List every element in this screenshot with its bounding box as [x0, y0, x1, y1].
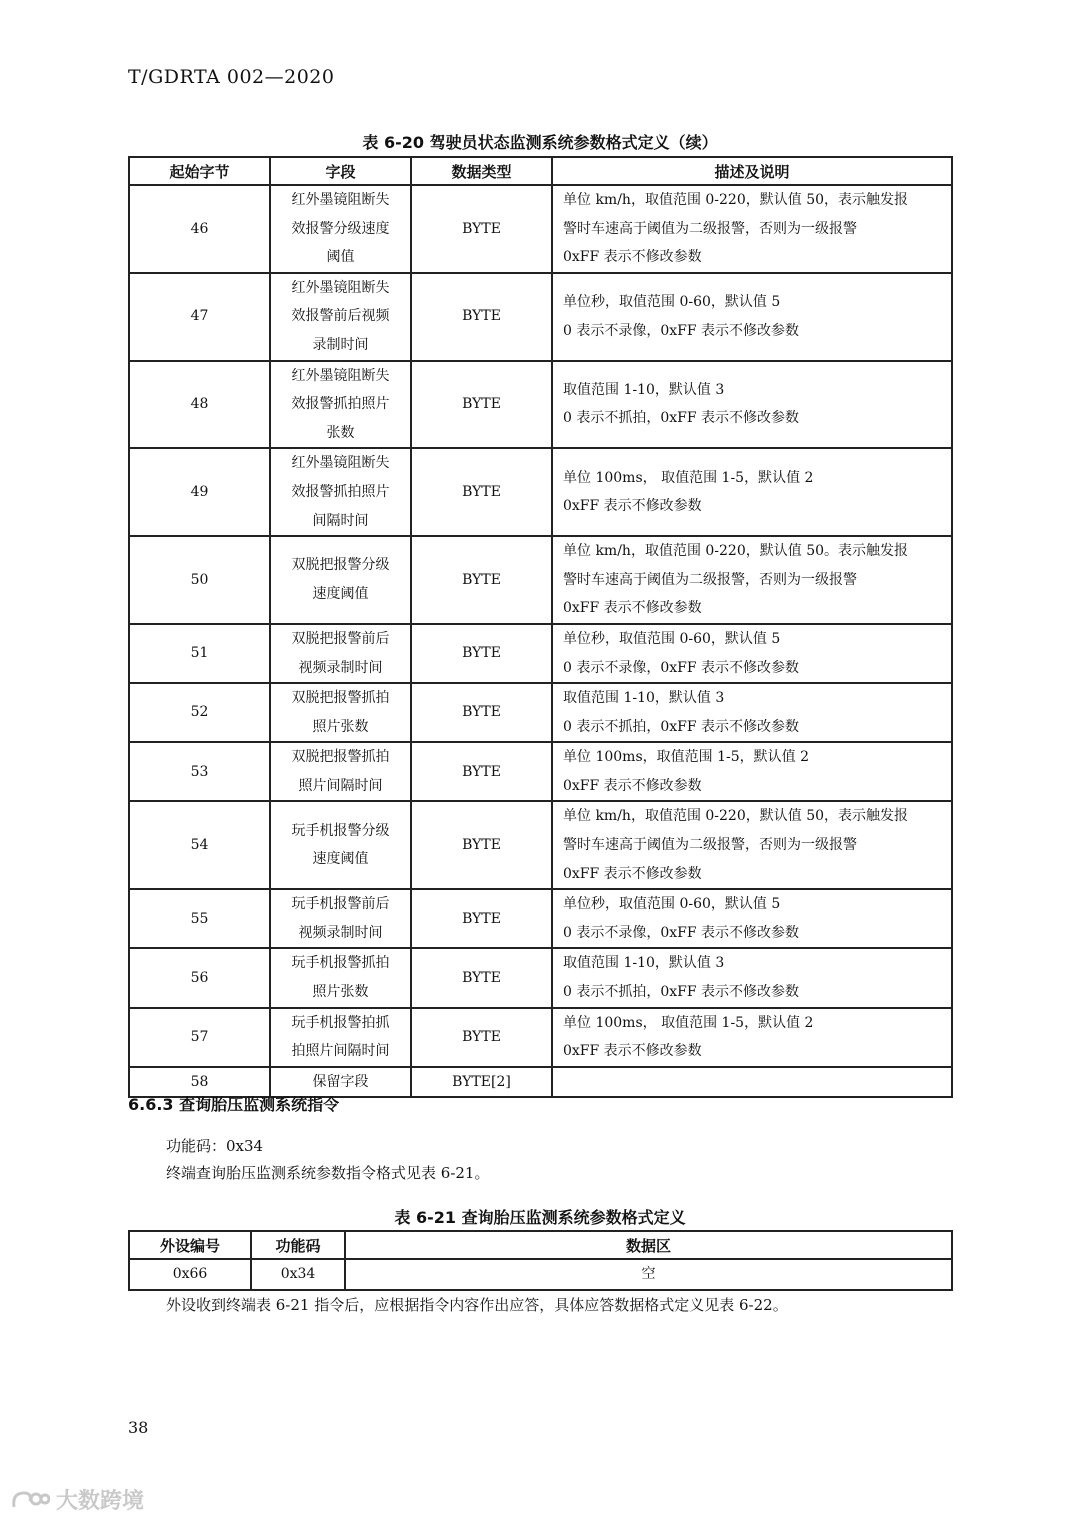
- cell-description: [552, 361, 952, 449]
- cell-description: [552, 448, 952, 536]
- description-line: 0 表示不抓拍，0xFF 表示不修改参数: [563, 410, 800, 427]
- description-line: 0 表示不录像，0xFF 表示不修改参数: [563, 322, 800, 339]
- col-header-field: 字段: [270, 157, 411, 185]
- cell-data-type: BYTE: [411, 448, 552, 536]
- intro-paragraph: 终端查询胎压监测系统参数指令格式见表 6-21。: [166, 1164, 490, 1182]
- description-line: 0xFF 表示不修改参数: [563, 600, 702, 617]
- description-line: 警时车速高于阈值为二级报警，否则为一级报警: [563, 837, 857, 854]
- description-line: 单位 100ms， 取值范围 1-5，默认值 2: [563, 1014, 814, 1031]
- cell-field: 红外墨镜阻断失 效报警分级速度 阈值: [270, 185, 411, 273]
- cell-start-byte: 56: [129, 948, 270, 1007]
- cell-description: [552, 889, 952, 948]
- table-header-row: [129, 157, 952, 185]
- col-header-start-byte: 起始字节: [129, 157, 270, 185]
- cell-field: 保留字段: [270, 1067, 411, 1098]
- description-line: 警时车速高于阈值为二级报警，否则为一级报警: [563, 220, 857, 237]
- table-row: [129, 1008, 952, 1067]
- response-paragraph: 外设收到终端表 6-21 指令后，应根据指令内容作出应答，具体应答数据格式定义见表 6-22。: [166, 1296, 788, 1314]
- table-row: [129, 889, 952, 948]
- cell-field: 玩手机报警前后 视频录制时间: [270, 889, 411, 948]
- description-line: 警时车速高于阈值为二级报警，否则为一级报警: [563, 571, 857, 588]
- watermark: [10, 1484, 144, 1515]
- watermark-logo-icon: [10, 1487, 50, 1513]
- description-line: 0xFF 表示不修改参数: [563, 777, 702, 794]
- cell-data-type: BYTE: [411, 889, 552, 948]
- cell-data-type: BYTE: [411, 948, 552, 1007]
- description-line: 单位 km/h，取值范围 0-220，默认值 50。表示触发报: [563, 543, 909, 560]
- description-line: 单位 100ms， 取值范围 1-5，默认值 2: [563, 469, 814, 486]
- function-code-text: 功能码：0x34: [166, 1137, 264, 1155]
- table-row: [129, 448, 952, 536]
- table-header-row: [129, 1231, 952, 1259]
- cell-data-type: BYTE: [411, 1008, 552, 1067]
- cell-start-byte: 52: [129, 683, 270, 742]
- cell-start-byte: 49: [129, 448, 270, 536]
- cell-start-byte: 46: [129, 185, 270, 273]
- description-line: 0xFF 表示不修改参数: [563, 498, 702, 515]
- cell-field: 双脱把报警抓拍 照片间隔时间: [270, 742, 411, 801]
- page-number: 38: [128, 1418, 149, 1437]
- table-row: [129, 801, 952, 889]
- table-row: [129, 536, 952, 624]
- cell-description: [552, 536, 952, 624]
- cell-description: [552, 273, 952, 361]
- description-line: 取值范围 1-10，默认值 3: [563, 690, 725, 707]
- cell-start-byte: 57: [129, 1008, 270, 1067]
- cell-data-area: 空: [345, 1259, 952, 1290]
- col-header-function-code: 功能码: [251, 1231, 345, 1259]
- description-line: 0xFF 表示不修改参数: [563, 249, 702, 266]
- table-row: [129, 1259, 952, 1290]
- cell-field: 双脱把报警抓拍 照片张数: [270, 683, 411, 742]
- table-row: [129, 742, 952, 801]
- cell-data-type: BYTE: [411, 361, 552, 449]
- cell-start-byte: 47: [129, 273, 270, 361]
- cell-data-type: BYTE: [411, 536, 552, 624]
- cell-data-type: BYTE: [411, 742, 552, 801]
- description-line: 取值范围 1-10，默认值 3: [563, 381, 725, 398]
- table-6-20-caption: 表 6-20 驾驶员状态监测系统参数格式定义（续）: [362, 133, 718, 152]
- table-row: [129, 948, 952, 1007]
- cell-description: [552, 185, 952, 273]
- description-line: 0 表示不抓拍，0xFF 表示不修改参数: [563, 984, 800, 1001]
- col-header-device-id: 外设编号: [129, 1231, 251, 1259]
- description-line: 单位 km/h，取值范围 0-220，默认值 50，表示触发报: [563, 808, 909, 825]
- cell-data-type: BYTE: [411, 273, 552, 361]
- description-line: 单位 100ms，取值范围 1-5，默认值 2: [563, 749, 809, 766]
- table-row: [129, 273, 952, 361]
- description-line: 单位秒，取值范围 0-60，默认值 5: [563, 896, 781, 913]
- cell-field: 红外墨镜阻断失 效报警抓拍照片 间隔时间: [270, 448, 411, 536]
- cell-description: [552, 624, 952, 683]
- description-line: 0xFF 表示不修改参数: [563, 1043, 702, 1060]
- table-row: [129, 683, 952, 742]
- table-6-21-caption: 表 6-21 查询胎压监测系统参数格式定义: [394, 1208, 686, 1227]
- description-line: 取值范围 1-10，默认值 3: [563, 955, 725, 972]
- table-row: [129, 185, 952, 273]
- cell-description: [552, 1067, 952, 1098]
- table-row: [129, 361, 952, 449]
- description-line: 单位 km/h，取值范围 0-220，默认值 50，表示触发报: [563, 192, 909, 208]
- description-line: 0 表示不录像，0xFF 表示不修改参数: [563, 659, 800, 676]
- cell-start-byte: 55: [129, 889, 270, 948]
- cell-start-byte: 50: [129, 536, 270, 624]
- table-6-21: [128, 1230, 953, 1291]
- cell-field: 红外墨镜阻断失 效报警前后视频 录制时间: [270, 273, 411, 361]
- col-header-data-area: 数据区: [345, 1231, 952, 1259]
- cell-description: [552, 683, 952, 742]
- cell-start-byte: 48: [129, 361, 270, 449]
- cell-device-id: 0x66: [129, 1259, 251, 1290]
- cell-data-type: BYTE: [411, 624, 552, 683]
- section-heading: 6.6.3 查询胎压监测系统指令: [128, 1095, 340, 1114]
- cell-description: [552, 948, 952, 1007]
- cell-field: 双脱把报警分级 速度阈值: [270, 536, 411, 624]
- cell-data-type: BYTE[2]: [411, 1067, 552, 1098]
- table-row: [129, 624, 952, 683]
- cell-data-type: BYTE: [411, 683, 552, 742]
- cell-description: [552, 1008, 952, 1067]
- col-header-description: 描述及说明: [552, 157, 952, 185]
- cell-data-type: BYTE: [411, 801, 552, 889]
- table-6-20: [128, 156, 953, 1098]
- description-line: 单位秒，取值范围 0-60，默认值 5: [563, 630, 781, 647]
- cell-field: 玩手机报警分级 速度阈值: [270, 801, 411, 889]
- watermark-text: 大数跨境: [56, 1489, 145, 1514]
- cell-field: 玩手机报警拍抓 拍照片间隔时间: [270, 1008, 411, 1067]
- cell-description: [552, 801, 952, 889]
- col-header-data-type: 数据类型: [411, 157, 552, 185]
- cell-field: 玩手机报警抓拍 照片张数: [270, 948, 411, 1007]
- cell-field: 双脱把报警前后 视频录制时间: [270, 624, 411, 683]
- cell-description: [552, 742, 952, 801]
- cell-field: 红外墨镜阻断失 效报警抓拍照片 张数: [270, 361, 411, 449]
- description-line: 单位秒，取值范围 0-60，默认值 5: [563, 294, 781, 311]
- cell-start-byte: 51: [129, 624, 270, 683]
- cell-function-code: 0x34: [251, 1259, 345, 1290]
- description-line: 0 表示不录像，0xFF 表示不修改参数: [563, 924, 800, 941]
- description-line: 0xFF 表示不修改参数: [563, 865, 702, 882]
- description-line: 0 表示不抓拍，0xFF 表示不修改参数: [563, 718, 800, 735]
- cell-start-byte: 54: [129, 801, 270, 889]
- cell-start-byte: 58: [129, 1067, 270, 1098]
- document-id-header: T/GDRTA 002—2020: [128, 66, 335, 88]
- cell-data-type: BYTE: [411, 185, 552, 273]
- cell-start-byte: 53: [129, 742, 270, 801]
